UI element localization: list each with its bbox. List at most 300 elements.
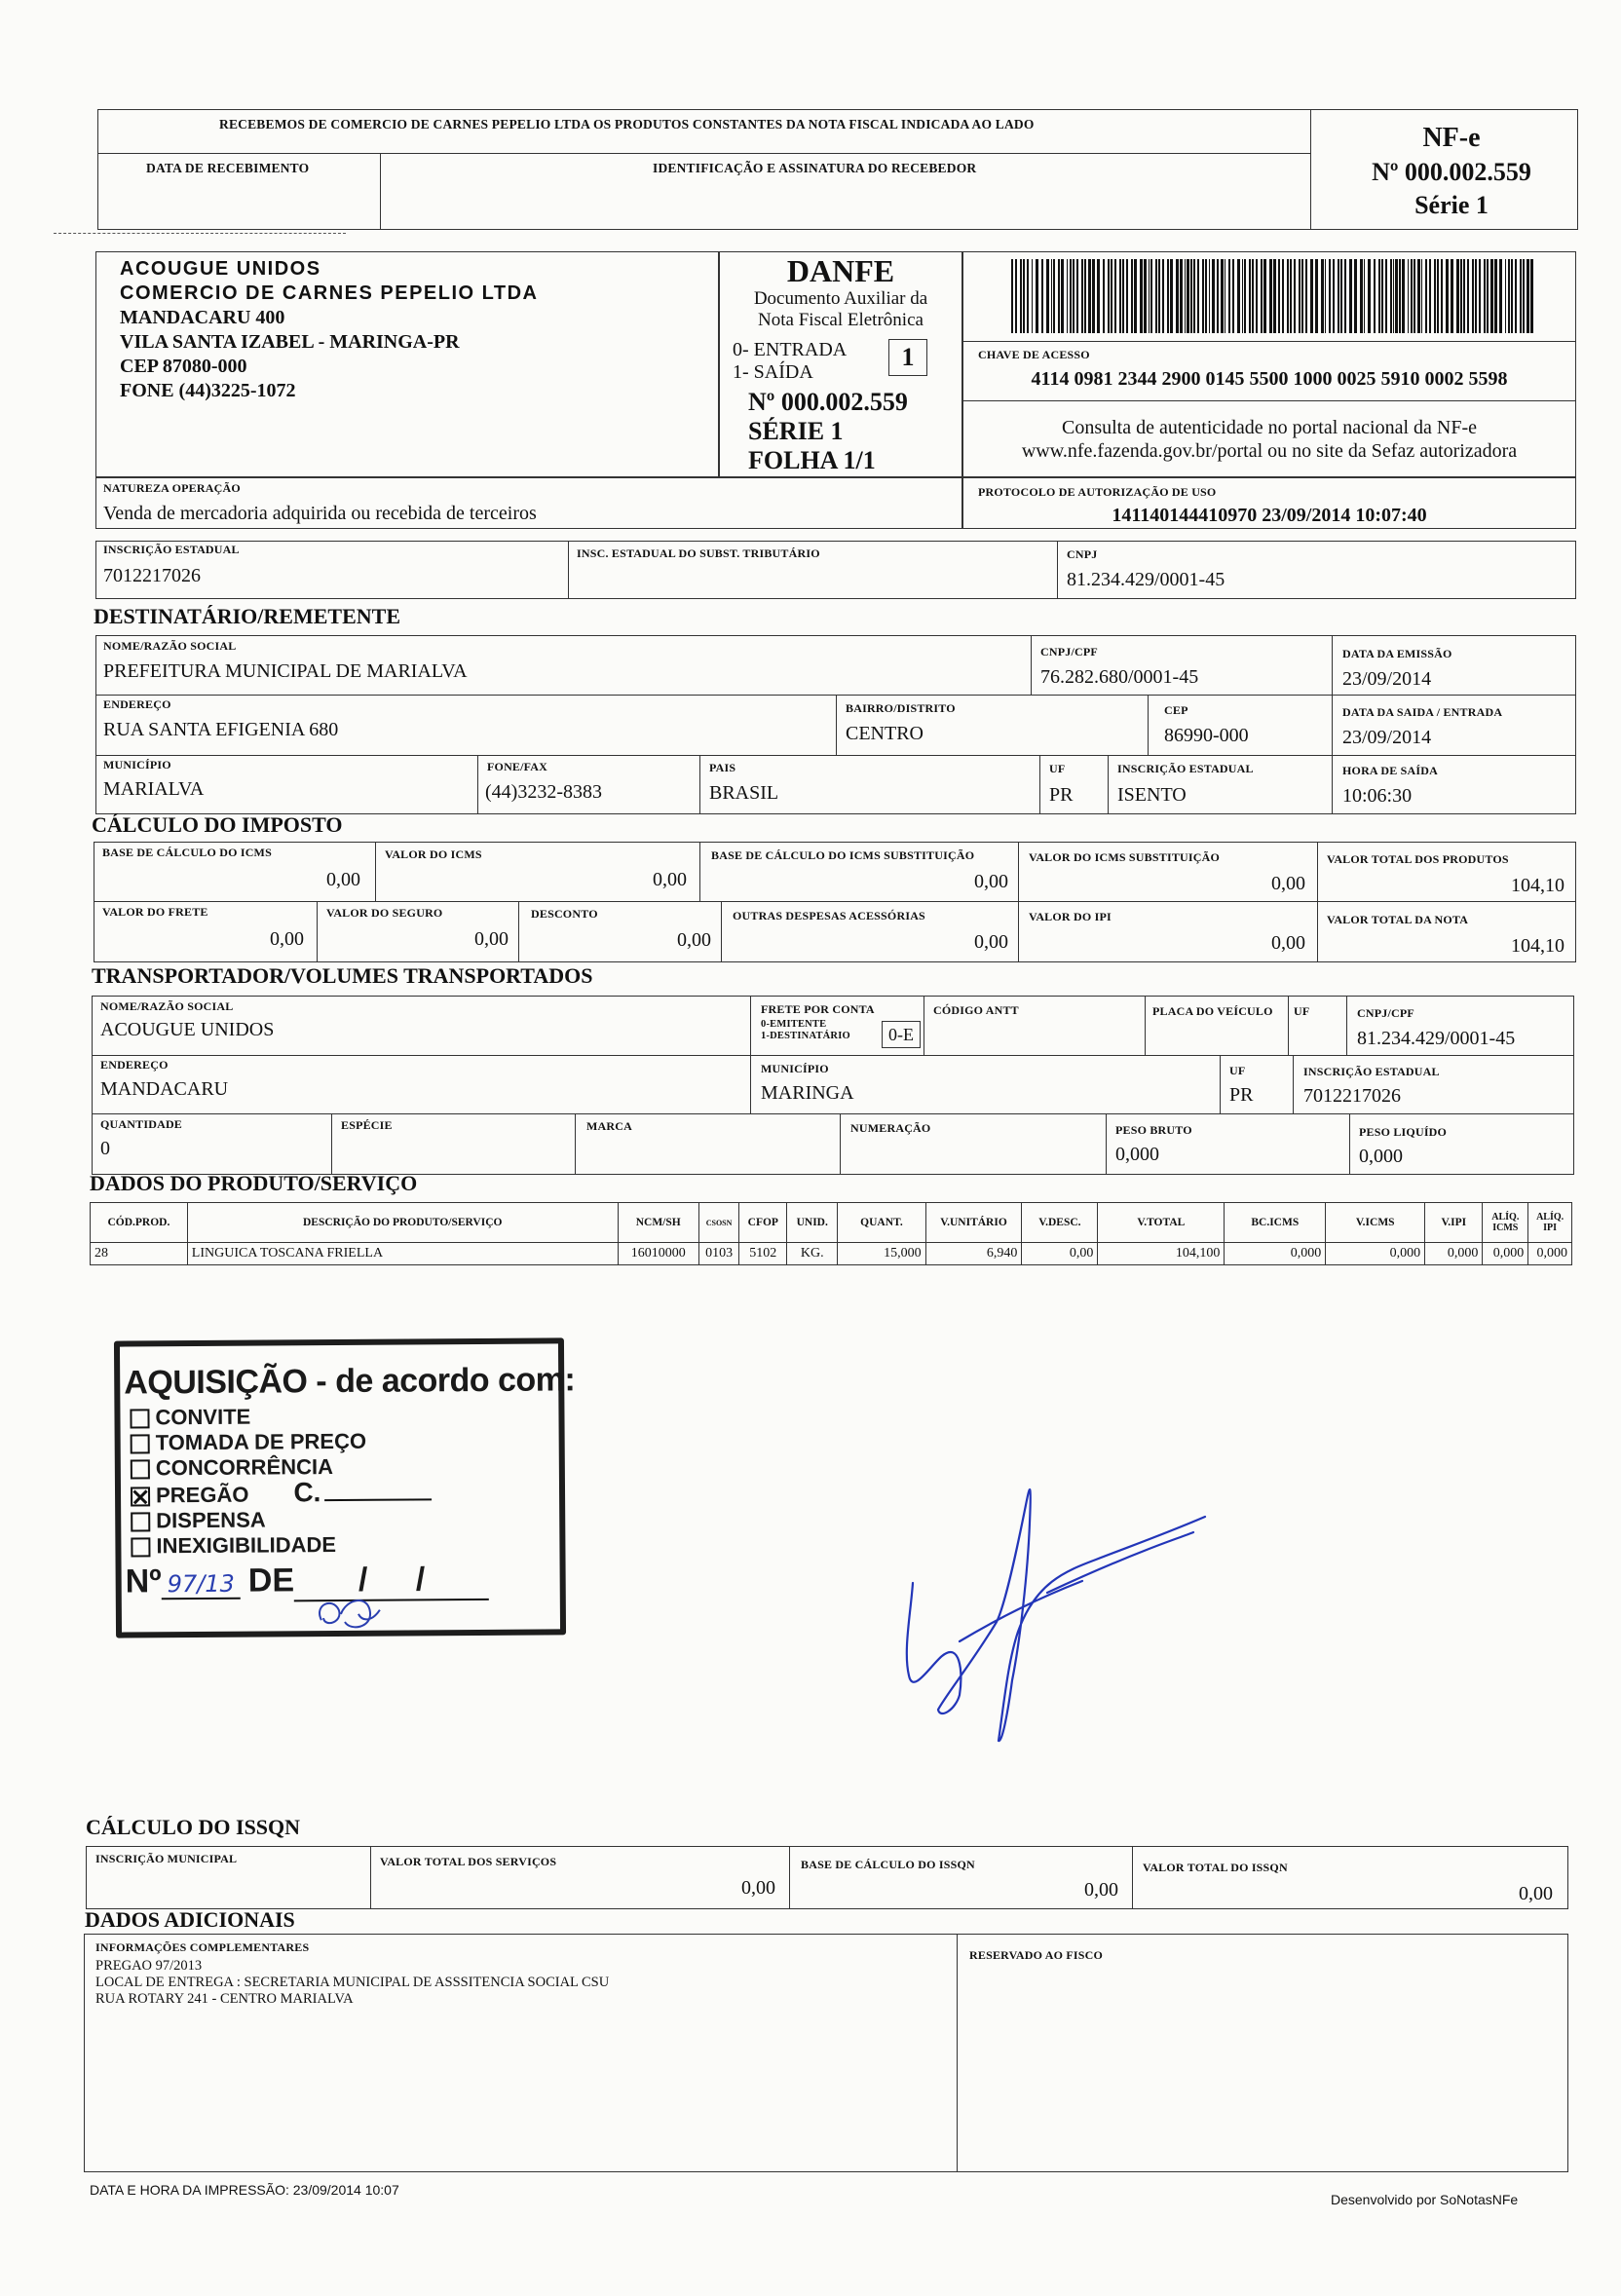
barcode-bar — [1321, 259, 1324, 333]
chave-divider2 — [962, 400, 1576, 401]
barcode-bar — [1467, 259, 1469, 333]
dest-ie: ISENTO — [1117, 784, 1187, 806]
dest-cnpj: 76.282.680/0001-45 — [1040, 666, 1199, 688]
dest-h2 — [95, 755, 1576, 756]
barcode-bar — [1221, 259, 1224, 333]
tr-ie: 7012217026 — [1303, 1085, 1401, 1107]
barcode-bar — [1399, 259, 1401, 333]
stamp-opt-dispensa: DISPENSA — [131, 1506, 433, 1533]
barcode-bar — [1479, 259, 1481, 333]
tr-v3 — [1145, 996, 1146, 1055]
col-descricao: DESCRIÇÃO DO PRODUTO/SERVIÇO — [187, 1203, 618, 1243]
seguro-label: VALOR DO SEGURO — [326, 906, 443, 920]
issqn-v3 — [1132, 1846, 1133, 1909]
info-line1: PREGAO 97/2013 — [95, 1958, 203, 1974]
canhoto-numero: Nº 000.002.559 — [1372, 158, 1531, 186]
barcode-bar — [1187, 259, 1189, 333]
tr-qtd: 0 — [100, 1138, 110, 1159]
barcode-bar — [1417, 259, 1420, 333]
barcode-bar — [1256, 259, 1258, 333]
tr-endereco: MANDACARU — [100, 1078, 229, 1100]
dest-ie-label: INSCRIÇÃO ESTADUAL — [1117, 762, 1254, 775]
barcode-bar — [1520, 259, 1522, 333]
dest-saida-label: DATA DA SAIDA / ENTRADA — [1342, 705, 1503, 719]
cell-vunit: 6,940 — [925, 1243, 1022, 1265]
barcode-bar — [1523, 259, 1525, 333]
canhoto-nfe-label: NF-e — [1422, 123, 1481, 153]
emitente-line6: FONE (44)3225-1072 — [120, 380, 296, 401]
emitente-line1: ACOUGUE UNIDOS — [120, 258, 321, 280]
stamp-numero-line — [126, 1561, 490, 1603]
info-label: INFORMAÇÕES COMPLEMENTARES — [95, 1940, 310, 1954]
protocolo-label: PROTOCOLO DE AUTORIZAÇÃO DE USO — [978, 485, 1217, 499]
barcode-bar — [1263, 259, 1266, 333]
impressao-timestamp: DATA E HORA DA IMPRESSÃO: 23/09/2014 10:07 — [90, 2182, 399, 2198]
adicionais-v1 — [957, 1934, 958, 2172]
checkbox-icon — [130, 1410, 149, 1429]
v-icms: 0,00 — [653, 869, 687, 890]
inscricao-v2 — [1057, 541, 1058, 599]
issqn-v-label: VALOR TOTAL DO ISSQN — [1143, 1861, 1288, 1874]
desconto-label: DESCONTO — [531, 907, 598, 921]
barcode-bar — [1499, 259, 1502, 333]
danfe-tipo-box: 1 — [888, 339, 927, 376]
dest-uf-label: UF — [1049, 762, 1066, 775]
col-aliq-ipi: ALÍQ. IPI — [1528, 1203, 1572, 1243]
col-quant: QUANT. — [838, 1203, 925, 1243]
dest-v3 — [836, 695, 837, 755]
barcode-bar — [1202, 259, 1204, 333]
barcode-bar — [1158, 259, 1160, 333]
cut-line — [54, 233, 346, 234]
danfe-title: DANFE — [786, 253, 895, 288]
tr-v9 — [575, 1113, 576, 1175]
ie-value: 7012217026 — [103, 565, 201, 586]
barcode-bar — [1511, 259, 1513, 333]
barcode-bar — [1437, 259, 1439, 333]
v-st: 0,00 — [1271, 873, 1305, 894]
dest-cnpj-label: CNPJ/CPF — [1040, 645, 1098, 659]
checkbox-icon — [131, 1513, 150, 1532]
col-vunit: V.UNITÁRIO — [925, 1203, 1022, 1243]
barcode-bar — [1414, 259, 1415, 333]
checkbox-icon — [131, 1435, 150, 1454]
barcode-bar — [1446, 259, 1449, 333]
dest-v1 — [1031, 635, 1032, 695]
chave-label: CHAVE DE ACESSO — [978, 348, 1090, 361]
barcode-bar — [1463, 259, 1465, 333]
barcode-bar — [1368, 259, 1371, 333]
barcode-bar — [1408, 259, 1409, 333]
barcode-bar — [1011, 259, 1013, 333]
barcode-bar — [1354, 259, 1357, 333]
imp-v3 — [1018, 842, 1019, 962]
bc-icms-label: BASE DE CÁLCULO DO ICMS — [102, 846, 272, 859]
cell-descricao: LINGUICA TOSCANA FRIELLA — [187, 1243, 618, 1265]
col-ncm: NCM/SH — [618, 1203, 698, 1243]
barcode-bar — [1190, 259, 1192, 333]
tr-frete-value: 0-E — [882, 1021, 921, 1048]
tr-nome: ACOUGUE UNIDOS — [100, 1019, 275, 1040]
frete-label: VALOR DO FRETE — [102, 905, 208, 919]
dest-nome: PREFEITURA MUNICIPAL DE MARIALVA — [103, 660, 468, 682]
barcode-bar — [1205, 259, 1207, 333]
issqn-box — [86, 1846, 1568, 1909]
tr-nome-label: NOME/RAZÃO SOCIAL — [100, 999, 234, 1013]
stamp-initials-signature — [312, 1593, 390, 1637]
barcode-bar — [1134, 259, 1137, 333]
outras-label: OUTRAS DESPESAS ACESSÓRIAS — [733, 909, 925, 922]
barcode-bar — [1149, 259, 1150, 333]
stamp-opt-tomada: TOMADA DE PREÇO — [131, 1428, 433, 1455]
produtos-table — [90, 1202, 1572, 1265]
barcode-bar — [1237, 259, 1240, 333]
stamp-title: AQUISIÇÃO - de acordo com: — [124, 1361, 576, 1402]
col-cfop: CFOP — [739, 1203, 787, 1243]
natureza-label: NATUREZA OPERAÇÃO — [103, 481, 241, 495]
barcode-bar — [1338, 259, 1339, 333]
barcode-bar — [1441, 259, 1443, 333]
cell-quant: 15,000 — [838, 1243, 925, 1265]
tr-municipio-label: MUNICÍPIO — [761, 1062, 829, 1075]
stamp-slashes: / / — [294, 1561, 489, 1601]
tr-v5 — [1346, 996, 1347, 1055]
barcode-bar — [1395, 259, 1398, 333]
dest-v4 — [1148, 695, 1149, 755]
tr-marca-label: MARCA — [586, 1119, 632, 1133]
cell-unid: KG. — [787, 1243, 838, 1265]
fisco-label: RESERVADO AO FISCO — [969, 1948, 1103, 1962]
barcode-bar — [1278, 259, 1280, 333]
barcode-bar — [1150, 259, 1152, 333]
barcode-bar — [1460, 259, 1462, 333]
tr-peso-liq-label: PESO LIQUÍDO — [1359, 1125, 1448, 1139]
barcode-bar — [1209, 259, 1210, 333]
emitente-line4: VILA SANTA IZABEL - MARINGA-PR — [120, 331, 460, 353]
v-st-label: VALOR DO ICMS SUBSTITUIÇÃO — [1029, 850, 1221, 864]
barcode-bar — [1301, 259, 1303, 333]
barcode-bar — [1290, 259, 1292, 333]
protocolo-value: 141140144410970 23/09/2014 10:07:40 — [1112, 505, 1427, 526]
barcode-bar — [1144, 259, 1147, 333]
tr-especie-label: ESPÉCIE — [341, 1118, 393, 1132]
ipi: 0,00 — [1271, 932, 1305, 954]
dest-bairro: CENTRO — [846, 723, 924, 744]
barcode-bar — [1484, 259, 1486, 333]
cell-vipi: 0,000 — [1425, 1243, 1483, 1265]
barcode-bar — [1119, 259, 1121, 333]
chave-value: 4114 0981 2344 2900 0145 5500 1000 0025 5910 0002 5598 — [1031, 368, 1508, 390]
dest-saida: 23/09/2014 — [1342, 727, 1432, 748]
tr-uf2: PR — [1229, 1084, 1254, 1106]
tr-v1 — [750, 996, 751, 1113]
barcode-bar — [1076, 259, 1078, 333]
dest-cep: 86990-000 — [1164, 725, 1249, 746]
barcode-bar — [1360, 259, 1363, 333]
tr-v7 — [1293, 1055, 1294, 1113]
imp-v7 — [721, 901, 722, 962]
barcode-bar — [1122, 259, 1124, 333]
tr-v8 — [331, 1113, 332, 1175]
col-vipi: V.IPI — [1425, 1203, 1483, 1243]
desconto: 0,00 — [677, 929, 711, 951]
barcode-bar — [1425, 259, 1427, 333]
cell-bcicms: 0,000 — [1225, 1243, 1326, 1265]
cell-vdesc: 0,00 — [1022, 1243, 1098, 1265]
barcode-bar — [1185, 259, 1186, 333]
barcode-bar — [1032, 259, 1033, 333]
barcode-bar — [1244, 259, 1246, 333]
issqn-vserv: 0,00 — [741, 1877, 775, 1899]
info-line3: RUA ROTARY 241 - CENTRO MARIALVA — [95, 1991, 354, 2007]
cell-vicms: 0,000 — [1326, 1243, 1425, 1265]
barcode-bar — [1340, 259, 1342, 333]
data-recebimento-label: DATA DE RECEBIMENTO — [146, 161, 310, 175]
adicionais-section: DADOS ADICIONAIS — [85, 1907, 295, 1932]
tr-numeracao-label: NUMERAÇÃO — [850, 1121, 931, 1135]
barcode-bar — [1282, 259, 1284, 333]
tr-endereco-label: ENDEREÇO — [100, 1058, 169, 1072]
natureza-value: Venda de mercadoria adquirida ou recebida de terceiros — [103, 503, 537, 524]
dest-fone: (44)3232-8383 — [485, 781, 602, 803]
stamp-de: DE — [247, 1562, 295, 1600]
transportador-section: TRANSPORTADOR/VOLUMES TRANSPORTADOS — [92, 963, 593, 988]
tr-v6 — [1220, 1055, 1221, 1113]
table-row — [91, 1243, 1572, 1265]
chave-consulta2: www.nfe.fazenda.gov.br/portal ou no site da Sefaz autorizadora — [1021, 440, 1518, 462]
issqn-im-label: INSCRIÇÃO MUNICIPAL — [95, 1852, 238, 1865]
issqn-v1 — [370, 1846, 371, 1909]
bc-icms: 0,00 — [326, 869, 360, 890]
barcode-bar — [1490, 259, 1493, 333]
dest-v7 — [1039, 755, 1040, 814]
ie-label: INSCRIÇÃO ESTADUAL — [103, 543, 240, 556]
bc-st-label: BASE DE CÁLCULO DO ICMS SUBSTITUIÇÃO — [711, 848, 975, 862]
inscricao-box — [95, 541, 1576, 599]
barcode-bar — [1228, 259, 1230, 333]
tr-v12 — [1349, 1113, 1350, 1175]
barcode-bar — [1515, 259, 1517, 333]
barcode-bar — [1155, 259, 1157, 333]
v-nota: 104,10 — [1511, 935, 1564, 957]
v-nota-label: VALOR TOTAL DA NOTA — [1327, 913, 1469, 926]
barcode-bar — [1390, 259, 1392, 333]
barcode-bar — [1111, 259, 1112, 333]
col-aliq-icms: ALÍQ. ICMS — [1483, 1203, 1528, 1243]
barcode-graphic — [1011, 259, 1537, 333]
barcode-bar — [1015, 259, 1017, 333]
canhoto-divider — [97, 153, 1310, 154]
barcode-bar — [1252, 259, 1254, 333]
barcode-bar — [1429, 259, 1431, 333]
cell-csosn: 0103 — [698, 1243, 739, 1265]
issqn-v: 0,00 — [1519, 1883, 1553, 1904]
inscricao-v1 — [568, 541, 569, 599]
tr-peso-bruto-label: PESO BRUTO — [1115, 1123, 1192, 1137]
canhoto-vdivider2 — [380, 153, 381, 230]
cell-cfop: 5102 — [739, 1243, 787, 1265]
emitente-line3: MANDACARU 400 — [120, 307, 285, 328]
dest-pais: BRASIL — [709, 782, 779, 804]
tr-uf2-label: UF — [1229, 1064, 1246, 1077]
barcode-bar — [1329, 259, 1331, 333]
imp-v5 — [317, 901, 318, 962]
danfe-entrada: 0- ENTRADA — [733, 339, 848, 360]
barcode-bar — [1344, 259, 1346, 333]
danfe-saida: 1- SAÍDA — [733, 361, 813, 383]
barcode-bar — [1170, 259, 1173, 333]
stamp-c-label: C. — [293, 1477, 321, 1508]
imp-v6 — [518, 901, 519, 962]
seguro: 0,00 — [474, 928, 509, 950]
tr-ie-label: INSCRIÇÃO ESTADUAL — [1303, 1065, 1440, 1078]
tr-peso-liq: 0,000 — [1359, 1146, 1403, 1167]
barcode-bar — [1325, 259, 1326, 333]
cnpj-label: CNPJ — [1067, 547, 1098, 561]
info-text — [95, 1958, 609, 2008]
barcode-bar — [1212, 259, 1215, 333]
barcode-bar — [1508, 259, 1510, 333]
tr-v11 — [1106, 1113, 1107, 1175]
checkbox-icon — [131, 1460, 150, 1480]
barcode-bar — [1385, 259, 1387, 333]
dest-municipio: MARIALVA — [103, 778, 205, 800]
v-prod: 104,10 — [1511, 875, 1564, 896]
tr-placa-label: PLACA DO VEÍCULO — [1152, 1004, 1273, 1018]
dest-bairro-label: BAIRRO/DISTRITO — [846, 701, 956, 715]
barcode — [1011, 259, 1537, 333]
cell-ncm: 16010000 — [618, 1243, 698, 1265]
barcode-bar — [1167, 259, 1169, 333]
issqn-bc-label: BASE DE CÁLCULO DO ISSQN — [801, 1858, 975, 1871]
barcode-bar — [1140, 259, 1143, 333]
info-line2: LOCAL DE ENTREGA : SECRETARIA MUNICIPAL DE ASSSITENCIA SOCIAL CSU — [95, 1975, 610, 1990]
emitente-line2: COMERCIO DE CARNES PEPELIO LTDA — [120, 282, 539, 304]
barcode-bar — [1287, 259, 1289, 333]
barcode-bar — [1378, 259, 1380, 333]
signature — [901, 1466, 1213, 1749]
ipi-label: VALOR DO IPI — [1029, 910, 1112, 923]
barcode-bar — [1041, 259, 1043, 333]
col-vdesc: V.DESC. — [1022, 1203, 1098, 1243]
cell-aliq-icms: 0,000 — [1483, 1243, 1528, 1265]
tr-h2 — [92, 1113, 1574, 1114]
barcode-bar — [1273, 259, 1276, 333]
dest-emissao: 23/09/2014 — [1342, 668, 1432, 690]
barcode-bar — [1527, 259, 1529, 333]
col-vicms: V.ICMS — [1326, 1203, 1425, 1243]
barcode-bar — [1070, 259, 1072, 333]
stamp-options — [130, 1403, 432, 1559]
imp-v4 — [1317, 842, 1318, 962]
barcode-bar — [1176, 259, 1179, 333]
barcode-bar — [1114, 259, 1116, 333]
barcode-bar — [1051, 259, 1052, 333]
col-vtotal: V.TOTAL — [1098, 1203, 1225, 1243]
canhoto-vdivider — [1310, 109, 1311, 230]
tr-cnpj-label: CNPJ/CPF — [1357, 1006, 1414, 1020]
stamp-opt-concorrencia: CONCORRÊNCIA — [131, 1453, 433, 1481]
barcode-bar — [1103, 259, 1105, 333]
barcode-bar — [1374, 259, 1376, 333]
barcode-bar — [1299, 259, 1301, 333]
tr-uf-label: UF — [1294, 1004, 1310, 1018]
barcode-bar — [1530, 259, 1533, 333]
dest-v8 — [1108, 755, 1109, 814]
tr-frete-opt0: 0-EMITENTE — [761, 1019, 827, 1030]
barcode-bar — [1494, 259, 1497, 333]
dest-endereco-label: ENDEREÇO — [103, 697, 171, 711]
dest-v2 — [1332, 635, 1333, 814]
barcode-bar — [1393, 259, 1394, 333]
dest-fone-label: FONE/FAX — [487, 760, 548, 773]
issqn-section: CÁLCULO DO ISSQN — [86, 1815, 301, 1839]
barcode-bar — [1305, 259, 1307, 333]
imposto-section: CÁLCULO DO IMPOSTO — [92, 812, 343, 837]
imp-v2 — [699, 842, 700, 901]
stamp-opt-convite: CONVITE — [130, 1403, 432, 1430]
barcode-bar — [1421, 259, 1422, 333]
barcode-bar — [1294, 259, 1296, 333]
stamp-numero-prefix: Nº — [125, 1562, 162, 1600]
barcode-bar — [1126, 259, 1128, 333]
cnpj-value: 81.234.429/0001-45 — [1067, 569, 1225, 590]
stamp-opt-inexigibilidade: INEXIGIBILIDADE — [131, 1531, 433, 1559]
barcode-bar — [1333, 259, 1335, 333]
tr-qtd-label: QUANTIDADE — [100, 1117, 183, 1131]
barcode-bar — [1232, 259, 1234, 333]
dest-cep-label: CEP — [1164, 703, 1188, 717]
barcode-bar — [1451, 259, 1453, 333]
canhoto-recebemos-text: RECEBEMOS DE COMERCIO DE CARNES PEPELIO LTDA OS PRODUTOS CONSTANTES DA NOTA FISCAL INDICADA AO LADO — [219, 117, 1035, 132]
bc-st: 0,00 — [974, 871, 1008, 892]
tr-frete-opt1: 1-DESTINATÁRIO — [761, 1031, 850, 1041]
tr-h1 — [92, 1055, 1574, 1056]
barcode-bar — [1067, 259, 1068, 333]
barcode-bar — [1381, 259, 1383, 333]
checkbox-icon — [131, 1538, 150, 1558]
iest-label: INSC. ESTADUAL DO SUBST. TRIBUTÁRIO — [577, 546, 820, 560]
cell-aliq-ipi: 0,000 — [1528, 1243, 1572, 1265]
barcode-bar — [1058, 259, 1060, 333]
danfe-subtitle2: Nota Fiscal Eletrônica — [758, 310, 924, 330]
dest-municipio-label: MUNICÍPIO — [103, 758, 171, 772]
imp-v1 — [375, 842, 376, 901]
issqn-bc: 0,00 — [1084, 1879, 1118, 1901]
barcode-bar — [1193, 259, 1195, 333]
danfe-numero: Nº 000.002.559 — [748, 388, 908, 416]
developer-credit: Desenvolvido por SoNotasNFe — [1331, 2192, 1519, 2207]
barcode-bar — [1180, 259, 1183, 333]
issqn-vserv-label: VALOR TOTAL DOS SERVIÇOS — [380, 1855, 557, 1868]
barcode-bar — [1242, 259, 1243, 333]
produtos-header-row — [91, 1203, 1572, 1243]
barcode-bar — [1411, 259, 1413, 333]
barcode-bar — [1053, 259, 1055, 333]
dest-hora-label: HORA DE SAÍDA — [1342, 764, 1438, 777]
dest-emissao-label: DATA DA EMISSÃO — [1342, 647, 1452, 660]
barcode-bar — [1261, 259, 1263, 333]
barcode-bar — [1131, 259, 1133, 333]
tr-frete-label: FRETE POR CONTA — [761, 1002, 875, 1016]
barcode-bar — [1315, 259, 1318, 333]
emitente-line5: CEP 87080-000 — [120, 356, 247, 377]
frete: 0,00 — [270, 928, 304, 950]
barcode-bar — [1505, 259, 1506, 333]
checked-checkbox-icon — [131, 1487, 150, 1507]
col-csosn: CSOSN — [698, 1203, 739, 1243]
barcode-bar — [1349, 259, 1352, 333]
